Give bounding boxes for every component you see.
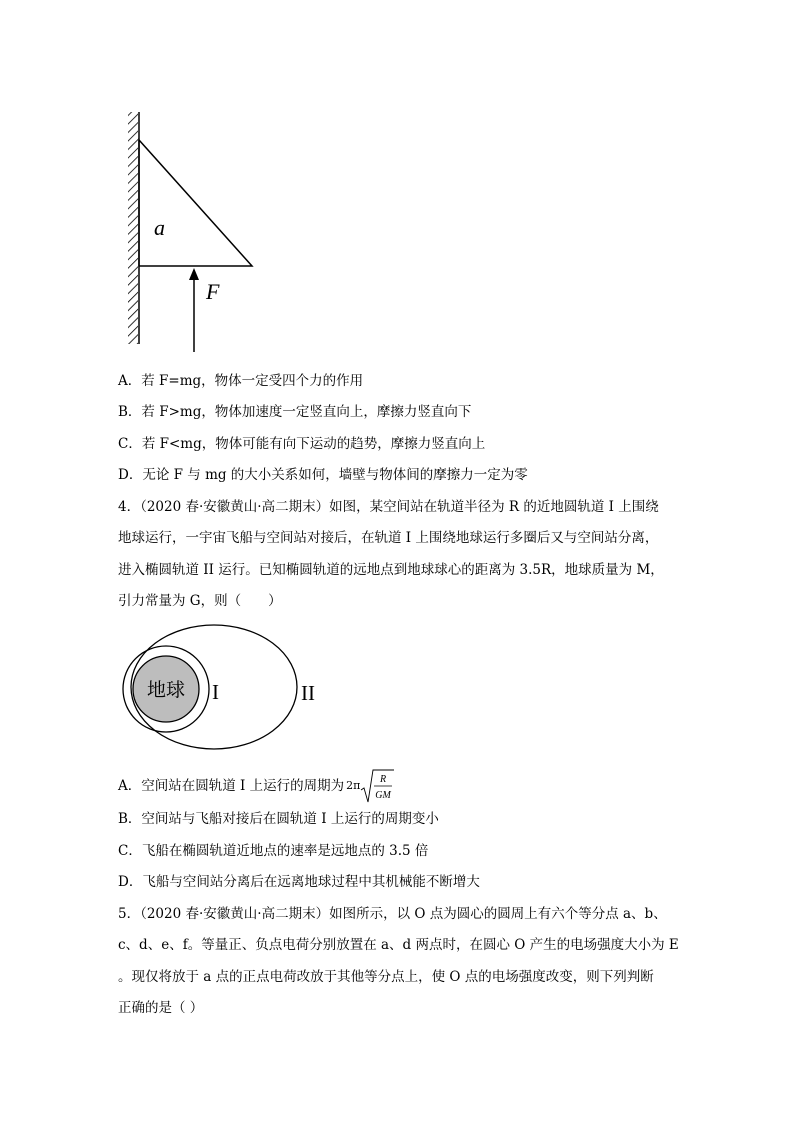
q3-option-d: D．无论 F 与 mg 的大小关系如何，墙壁与物体间的摩擦力一定为零: [118, 467, 528, 483]
orbit-i-label: I: [212, 680, 219, 704]
q4-stem-line-4: 引力常量为 G，则（ ）: [118, 593, 282, 609]
q4-stem-line-2: 地球运行，一宇宙飞船与空间站对接后，在轨道 I 上围绕地球运行多圈后又与空间站分离，: [118, 530, 659, 546]
q5-stem-line-4: 正确的是（ ）: [118, 1000, 204, 1016]
orbit-ii-label: II: [301, 681, 315, 705]
formula-denominator: GM: [375, 790, 392, 801]
q4-option-b: B．空间站与飞船对接后在圆轨道 I 上运行的周期变小: [118, 811, 439, 827]
q4-option-d: D．飞船与空间站分离后在远离地球过程中其机械能不断增大: [118, 874, 480, 890]
wall-hatching: [128, 112, 138, 344]
block-label: a: [154, 215, 165, 240]
wall-block-figure: [118, 108, 278, 358]
q4-stem-line-3: 进入椭圆轨道 II 运行。已知椭圆轨道的远地点到地球球心的距离为 3.5R，地球质量为 M，: [118, 562, 664, 578]
q3-option-a: A．若 F=mg，物体一定受四个力的作用: [118, 373, 364, 389]
q4-option-a-text: A．空间站在圆轨道 I 上运行的周期为: [118, 778, 345, 794]
q4-stem-line-1: 4．（2020 春·安徽黄山·高二期末）如图，某空间站在轨道半径为 R 的近地圆轨道 I 上围绕: [118, 499, 659, 515]
q3-option-c: C．若 F<mg，物体可能有向下运动的趋势，摩擦力竖直向上: [118, 436, 486, 452]
sqrt-symbol: [360, 768, 394, 804]
triangle-block: [139, 140, 252, 266]
q5-stem-line-2: c、d、e、f。等量正、负点电荷分别放置在 a、d 两点时，在圆心 O 产生的电场强度大小为 E: [118, 937, 679, 953]
formula-numerator: R: [380, 774, 387, 785]
q3-option-b: B．若 F>mg，物体加速度一定竖直向上，摩擦力竖直向下: [118, 404, 472, 420]
force-arrow-head: [189, 268, 199, 280]
orbit-figure: [118, 620, 338, 756]
q4-option-a: [118, 768, 394, 804]
earth-label: 地球: [146, 680, 186, 701]
q5-stem-line-1: 5．（2020 春·安徽黄山·高二期末）如图所示，以 O 点为圆心的圆周上有六个等分点 a、b、: [118, 906, 667, 922]
force-label: F: [206, 279, 220, 304]
q5-stem-line-3: 。现仅将放于 a 点的正点电荷改放于其他等分点上，使 O 点的电场强度改变，则下列判断: [118, 969, 654, 985]
formula-coefficient: 2π: [346, 779, 361, 792]
q4-option-c: C．飞船在椭圆轨道近地点的速率是远地点的 3.5 倍: [118, 843, 429, 859]
